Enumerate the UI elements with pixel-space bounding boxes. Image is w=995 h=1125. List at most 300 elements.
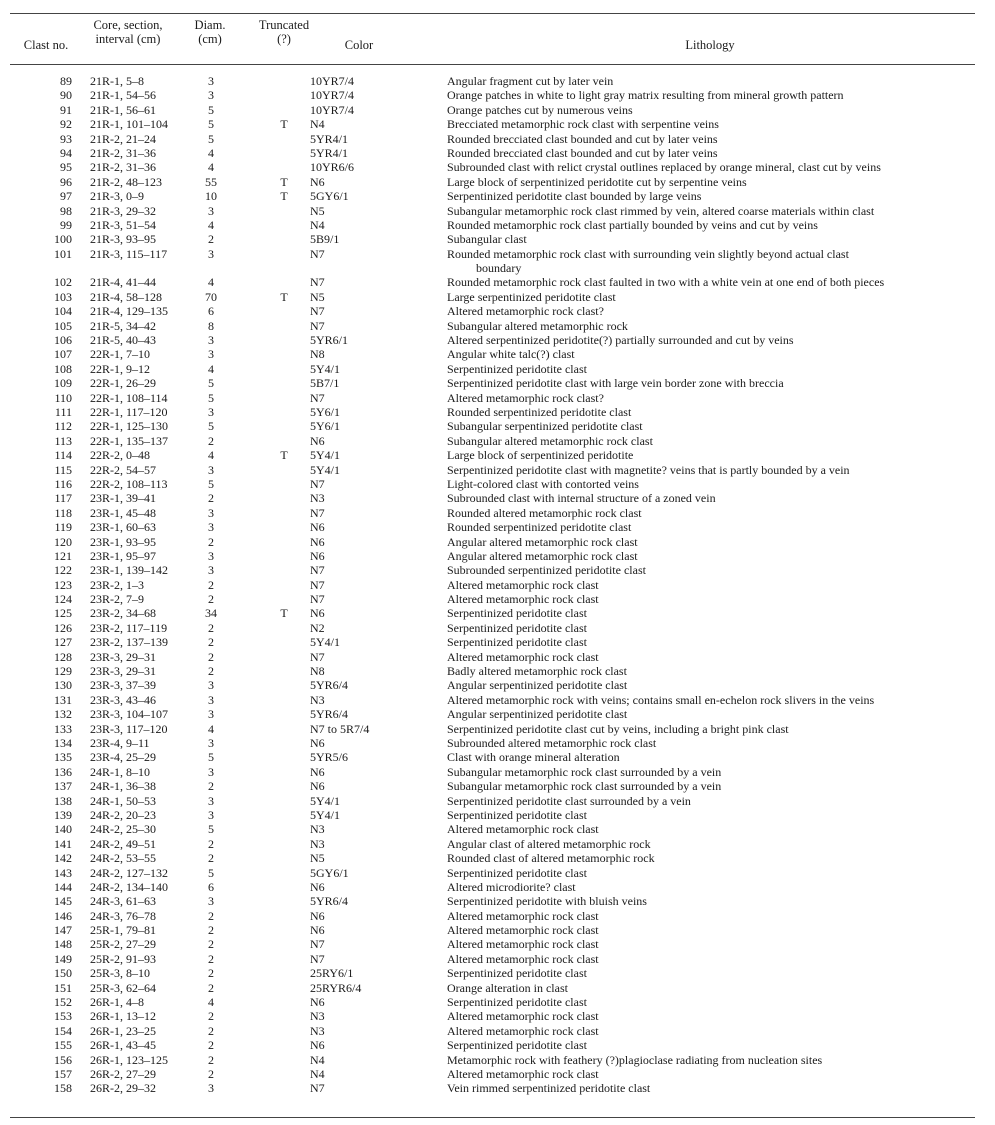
diameter-cell: 4 bbox=[208, 721, 214, 736]
diameter-cell: 3 bbox=[208, 520, 214, 535]
color-cell: N7 bbox=[310, 563, 325, 578]
lithology-cell: Altered metamorphic rock clast bbox=[447, 592, 599, 607]
table-row bbox=[0, 74, 995, 88]
truncated-cell: T bbox=[280, 289, 288, 304]
diameter-cell: 2 bbox=[208, 779, 214, 794]
clast-no-cell: 151 bbox=[54, 980, 72, 995]
lithology-cell: Subangular metamorphic rock clast surrounded by a vein bbox=[447, 764, 722, 779]
table-row bbox=[0, 952, 995, 966]
core-interval-cell: 24R-3, 76–78 bbox=[90, 908, 156, 923]
clast-no-cell: 141 bbox=[54, 836, 72, 851]
color-cell: N5 bbox=[310, 289, 325, 304]
clast-no-cell: 90 bbox=[60, 88, 72, 103]
diameter-cell: 3 bbox=[208, 563, 214, 578]
table-row bbox=[0, 1024, 995, 1038]
color-cell: 25RY6/1 bbox=[310, 966, 354, 981]
color-cell: 5Y4/1 bbox=[310, 361, 340, 376]
header-bottom-rule bbox=[10, 64, 975, 65]
diameter-cell: 2 bbox=[208, 620, 214, 635]
lithology-cell: Subangular clast bbox=[447, 232, 527, 247]
lithology-cell: Serpentinized peridotite clast bbox=[447, 865, 587, 880]
diameter-cell: 6 bbox=[208, 304, 214, 319]
lithology-cell: Altered metamorphic rock clast? bbox=[447, 390, 604, 405]
lithology-cell: Altered serpentinized peridotite(?) partially surrounded and cut by veins bbox=[447, 333, 794, 348]
table-row bbox=[0, 779, 995, 793]
core-interval-cell: 23R-1, 60–63 bbox=[90, 520, 156, 535]
table-top-rule bbox=[10, 13, 975, 14]
table-row bbox=[0, 391, 995, 405]
table-row bbox=[0, 1081, 995, 1095]
clast-no-cell: 103 bbox=[54, 289, 72, 304]
clast-no-cell: 104 bbox=[54, 304, 72, 319]
lithology-cell: Orange alteration in clast bbox=[447, 980, 568, 995]
lithology-cell: Subangular serpentinized peridotite clast bbox=[447, 419, 643, 434]
clast-no-cell: 158 bbox=[54, 1081, 72, 1096]
core-interval-cell: 26R-1, 23–25 bbox=[90, 1023, 156, 1038]
table-row bbox=[0, 866, 995, 880]
core-interval-cell: 25R-2, 91–93 bbox=[90, 951, 156, 966]
lithology-cell: Subrounded serpentinized peridotite clast bbox=[447, 563, 646, 578]
clast-no-cell: 105 bbox=[54, 318, 72, 333]
diameter-cell: 3 bbox=[208, 894, 214, 909]
table-row bbox=[0, 132, 995, 146]
table-row bbox=[0, 851, 995, 865]
table-row bbox=[0, 362, 995, 376]
lithology-cell: Serpentinized peridotite clast bbox=[447, 606, 587, 621]
color-cell: 10YR7/4 bbox=[310, 74, 355, 88]
diameter-cell: 3 bbox=[208, 347, 214, 362]
diameter-cell: 3 bbox=[208, 678, 214, 693]
clast-no-cell: 120 bbox=[54, 534, 72, 549]
diameter-cell: 55 bbox=[205, 174, 217, 189]
diameter-cell: 2 bbox=[208, 923, 214, 938]
color-cell: 5Y6/1 bbox=[310, 405, 340, 419]
table-row bbox=[0, 837, 995, 851]
lithology-continuation: boundary bbox=[476, 261, 522, 276]
table-row bbox=[0, 981, 995, 995]
lithology-cell: Rounded altered metamorphic rock clast bbox=[447, 505, 642, 520]
table-row bbox=[0, 1053, 995, 1067]
lithology-cell: Subangular metamorphic rock clast surrounded by a vein bbox=[447, 779, 722, 794]
core-interval-cell: 21R-4, 41–44 bbox=[90, 275, 156, 290]
diameter-cell: 2 bbox=[208, 491, 214, 506]
color-cell: N7 bbox=[310, 1081, 325, 1096]
lithology-cell: Large block of serpentinized peridotite cut by serpentine veins bbox=[447, 174, 747, 189]
table-row bbox=[0, 247, 995, 276]
diameter-cell: 5 bbox=[208, 822, 214, 837]
lithology-cell: Angular altered metamorphic rock clast bbox=[447, 534, 638, 549]
diameter-cell: 5 bbox=[208, 131, 214, 146]
clast-no-cell: 113 bbox=[54, 433, 72, 448]
lithology-cell: Subrounded clast with relict crystal outlines replaced by orange mineral, clast cut by veins bbox=[447, 160, 881, 175]
clast-no-cell: 133 bbox=[54, 721, 72, 736]
color-cell: N7 bbox=[310, 246, 325, 261]
header-truncated: Truncated (?) bbox=[258, 18, 310, 46]
core-interval-cell: 21R-4, 129–135 bbox=[90, 304, 168, 319]
clast-no-cell: 128 bbox=[54, 649, 72, 664]
core-interval-cell: 23R-2, 34–68 bbox=[90, 606, 156, 621]
lithology-cell: Rounded metamorphic rock clast partially bounded by veins and cut by veins bbox=[447, 217, 818, 232]
diameter-cell: 2 bbox=[208, 966, 214, 981]
diameter-cell: 3 bbox=[208, 807, 214, 822]
color-cell: N4 bbox=[310, 217, 325, 232]
header-core-section: Core, section, interval (cm) bbox=[93, 18, 163, 46]
lithology-cell: Large block of serpentinized peridotite bbox=[447, 448, 634, 463]
clast-no-cell: 117 bbox=[54, 491, 72, 506]
lithology-cell: Rounded metamorphic rock clast with surrounding vein slightly beyond actual clast boundary bbox=[447, 247, 977, 276]
truncated-cell: T bbox=[280, 189, 288, 204]
clast-no-cell: 89 bbox=[60, 74, 72, 88]
color-cell: N4 bbox=[310, 117, 325, 132]
color-cell: N4 bbox=[310, 1052, 325, 1067]
lithology-cell: Clast with orange mineral alteration bbox=[447, 750, 620, 765]
lithology-cell: Rounded metamorphic rock clast faulted in two with a white vein at one end of both pieces bbox=[447, 275, 885, 290]
diameter-cell: 2 bbox=[208, 664, 214, 679]
table-row bbox=[0, 477, 995, 491]
diameter-cell: 2 bbox=[208, 635, 214, 650]
diameter-cell: 4 bbox=[208, 217, 214, 232]
clast-no-cell: 152 bbox=[54, 995, 72, 1010]
lithology-cell: Serpentinized peridotite clast bbox=[447, 966, 587, 981]
core-interval-cell: 21R-1, 101–104 bbox=[90, 117, 168, 132]
core-interval-cell: 21R-5, 40–43 bbox=[90, 333, 156, 348]
table-row bbox=[0, 750, 995, 764]
diameter-cell: 2 bbox=[208, 851, 214, 866]
table-row bbox=[0, 376, 995, 390]
lithology-cell: Altered metamorphic rock clast bbox=[447, 822, 599, 837]
clast-no-cell: 114 bbox=[54, 448, 72, 463]
color-cell: 25RYR6/4 bbox=[310, 980, 362, 995]
core-interval-cell: 23R-1, 39–41 bbox=[90, 491, 156, 506]
core-interval-cell: 23R-3, 29–31 bbox=[90, 664, 156, 679]
table-row bbox=[0, 275, 995, 289]
header-color: Color bbox=[344, 38, 374, 52]
table-row bbox=[0, 794, 995, 808]
core-interval-cell: 21R-1, 54–56 bbox=[90, 88, 156, 103]
clast-no-cell: 140 bbox=[54, 822, 72, 837]
clast-no-cell: 130 bbox=[54, 678, 72, 693]
clast-no-cell: 137 bbox=[54, 779, 72, 794]
lithology-cell: Angular fragment cut by later vein bbox=[447, 74, 614, 88]
diameter-cell: 2 bbox=[208, 1023, 214, 1038]
diameter-cell: 2 bbox=[208, 937, 214, 952]
table-row bbox=[0, 117, 995, 131]
color-cell: 5YR6/1 bbox=[310, 333, 349, 348]
clast-no-cell: 138 bbox=[54, 793, 72, 808]
diameter-cell: 2 bbox=[208, 1052, 214, 1067]
color-cell: N4 bbox=[310, 1066, 325, 1081]
color-cell: N7 to 5R7/4 bbox=[310, 721, 370, 736]
clast-no-cell: 124 bbox=[54, 592, 72, 607]
core-interval-cell: 21R-2, 21–24 bbox=[90, 131, 156, 146]
color-cell: N7 bbox=[310, 951, 325, 966]
clast-no-cell: 156 bbox=[54, 1052, 72, 1067]
color-cell: 10YR7/4 bbox=[310, 88, 355, 103]
lithology-cell: Altered microdiorite? clast bbox=[447, 879, 576, 894]
core-interval-cell: 23R-4, 9–11 bbox=[90, 735, 150, 750]
diameter-cell: 8 bbox=[208, 318, 214, 333]
core-interval-cell: 26R-2, 27–29 bbox=[90, 1066, 156, 1081]
color-cell: 5GY6/1 bbox=[310, 189, 349, 204]
clast-no-cell: 109 bbox=[54, 376, 72, 391]
clast-no-cell: 139 bbox=[54, 807, 72, 822]
diameter-cell: 5 bbox=[208, 102, 214, 117]
clast-no-cell: 150 bbox=[54, 966, 72, 981]
color-cell: N7 bbox=[310, 649, 325, 664]
core-interval-cell: 23R-2, 1–3 bbox=[90, 577, 144, 592]
diameter-cell: 2 bbox=[208, 232, 214, 247]
lithology-cell: Light-colored clast with contorted veins bbox=[447, 476, 639, 491]
color-cell: N7 bbox=[310, 390, 325, 405]
core-interval-cell: 22R-1, 125–130 bbox=[90, 419, 168, 434]
diameter-cell: 2 bbox=[208, 1066, 214, 1081]
diameter-cell: 3 bbox=[208, 793, 214, 808]
color-cell: 5B7/1 bbox=[310, 376, 340, 391]
clast-no-cell: 126 bbox=[54, 620, 72, 635]
clast-no-cell: 142 bbox=[54, 851, 72, 866]
core-interval-cell: 26R-1, 43–45 bbox=[90, 1038, 156, 1053]
clast-no-cell: 110 bbox=[54, 390, 72, 405]
diameter-cell: 10 bbox=[205, 189, 217, 204]
core-interval-cell: 24R-2, 20–23 bbox=[90, 807, 156, 822]
core-interval-cell: 23R-1, 95–97 bbox=[90, 548, 156, 563]
table-row bbox=[0, 894, 995, 908]
lithology-cell: Large serpentinized peridotite clast bbox=[447, 289, 616, 304]
core-interval-cell: 22R-2, 108–113 bbox=[90, 476, 168, 491]
color-cell: N6 bbox=[310, 764, 325, 779]
diameter-cell: 5 bbox=[208, 376, 214, 391]
diameter-cell: 70 bbox=[205, 289, 217, 304]
table-row bbox=[0, 995, 995, 1009]
lithology-cell: Badly altered metamorphic rock clast bbox=[447, 664, 627, 679]
color-cell: N7 bbox=[310, 937, 325, 952]
lithology-cell: Altered metamorphic rock clast bbox=[447, 908, 599, 923]
core-interval-cell: 23R-3, 43–46 bbox=[90, 692, 156, 707]
table-row bbox=[0, 304, 995, 318]
lithology-cell: Orange patches cut by numerous veins bbox=[447, 102, 633, 117]
table-row bbox=[0, 563, 995, 577]
color-cell: N5 bbox=[310, 203, 325, 218]
truncated-cell: T bbox=[280, 117, 288, 132]
table-row bbox=[0, 578, 995, 592]
color-cell: 5Y4/1 bbox=[310, 635, 340, 650]
clast-no-cell: 98 bbox=[60, 203, 72, 218]
table-row bbox=[0, 937, 995, 951]
color-cell: N6 bbox=[310, 735, 325, 750]
color-cell: 10YR6/6 bbox=[310, 160, 355, 175]
lithology-cell: Altered metamorphic rock clast bbox=[447, 1009, 599, 1024]
color-cell: 5YR6/4 bbox=[310, 894, 349, 909]
core-interval-cell: 22R-1, 9–12 bbox=[90, 361, 150, 376]
diameter-cell: 2 bbox=[208, 577, 214, 592]
clast-no-cell: 100 bbox=[54, 232, 72, 247]
table-row bbox=[0, 290, 995, 304]
lithology-cell: Brecciated metamorphic rock clast with serpentine veins bbox=[447, 117, 719, 132]
core-interval-cell: 22R-1, 117–120 bbox=[90, 405, 168, 419]
lithology-cell: Serpentinized peridotite clast bbox=[447, 620, 587, 635]
color-cell: N6 bbox=[310, 548, 325, 563]
header-lithology: Lithology bbox=[685, 38, 735, 52]
table-row bbox=[0, 635, 995, 649]
diameter-cell: 4 bbox=[208, 160, 214, 175]
core-interval-cell: 24R-3, 61–63 bbox=[90, 894, 156, 909]
color-cell: 5YR6/4 bbox=[310, 707, 349, 722]
lithology-cell: Altered metamorphic rock clast bbox=[447, 923, 599, 938]
table-row bbox=[0, 160, 995, 174]
core-interval-cell: 21R-1, 5–8 bbox=[90, 74, 144, 88]
diameter-cell: 6 bbox=[208, 879, 214, 894]
color-cell: N7 bbox=[310, 476, 325, 491]
lithology-cell: Rounded serpentinized peridotite clast bbox=[447, 520, 632, 535]
lithology-cell: Rounded brecciated clast bounded and cut by later veins bbox=[447, 131, 718, 146]
table-row bbox=[0, 822, 995, 836]
color-cell: 5Y4/1 bbox=[310, 462, 340, 477]
core-interval-cell: 23R-1, 93–95 bbox=[90, 534, 156, 549]
diameter-cell: 3 bbox=[208, 246, 214, 261]
table-row bbox=[0, 693, 995, 707]
core-interval-cell: 23R-4, 25–29 bbox=[90, 750, 156, 765]
diameter-cell: 3 bbox=[208, 203, 214, 218]
diameter-cell: 3 bbox=[208, 735, 214, 750]
lithology-cell: Vein rimmed serpentinized peridotite clast bbox=[447, 1081, 651, 1096]
color-cell: N6 bbox=[310, 174, 325, 189]
color-cell: 5B9/1 bbox=[310, 232, 340, 247]
core-interval-cell: 25R-2, 27–29 bbox=[90, 937, 156, 952]
core-interval-cell: 23R-2, 137–139 bbox=[90, 635, 168, 650]
color-cell: 5YR4/1 bbox=[310, 145, 349, 160]
color-cell: 5Y4/1 bbox=[310, 807, 340, 822]
table-row bbox=[0, 491, 995, 505]
clast-no-cell: 111 bbox=[54, 405, 72, 419]
header-diameter: Diam. (cm) bbox=[194, 18, 226, 46]
lithology-cell: Subangular altered metamorphic rock bbox=[447, 318, 628, 333]
color-cell: N3 bbox=[310, 822, 325, 837]
clast-no-cell: 92 bbox=[60, 117, 72, 132]
lithology-cell: Serpentinized peridotite with bluish veins bbox=[447, 894, 647, 909]
core-interval-cell: 21R-5, 34–42 bbox=[90, 318, 156, 333]
color-cell: 5YR5/6 bbox=[310, 750, 349, 765]
clast-no-cell: 153 bbox=[54, 1009, 72, 1024]
diameter-cell: 3 bbox=[208, 548, 214, 563]
core-interval-cell: 24R-2, 25–30 bbox=[90, 822, 156, 837]
core-interval-cell: 22R-2, 54–57 bbox=[90, 462, 156, 477]
lithology-cell: Subangular metamorphic rock clast rimmed by vein, altered coarse materials within clast bbox=[447, 203, 875, 218]
color-cell: N3 bbox=[310, 836, 325, 851]
table-row bbox=[0, 434, 995, 448]
diameter-cell: 2 bbox=[208, 649, 214, 664]
core-interval-cell: 22R-1, 108–114 bbox=[90, 390, 168, 405]
lithology-cell: Angular white talc(?) clast bbox=[447, 347, 575, 362]
diameter-cell: 2 bbox=[208, 592, 214, 607]
diameter-cell: 4 bbox=[208, 275, 214, 290]
table-row bbox=[0, 909, 995, 923]
clast-no-cell: 96 bbox=[60, 174, 72, 189]
table-row bbox=[0, 204, 995, 218]
clast-no-cell: 135 bbox=[54, 750, 72, 765]
lithology-cell: Angular clast of altered metamorphic rock bbox=[447, 836, 651, 851]
clast-no-cell: 101 bbox=[54, 246, 72, 261]
core-interval-cell: 24R-2, 127–132 bbox=[90, 865, 168, 880]
clast-no-cell: 116 bbox=[54, 476, 72, 491]
color-cell: 10YR7/4 bbox=[310, 102, 355, 117]
diameter-cell: 2 bbox=[208, 433, 214, 448]
diameter-cell: 2 bbox=[208, 980, 214, 995]
lithology-cell: Altered metamorphic rock clast bbox=[447, 649, 599, 664]
diameter-cell: 2 bbox=[208, 951, 214, 966]
clast-no-cell: 132 bbox=[54, 707, 72, 722]
table-row bbox=[0, 765, 995, 779]
lithology-cell: Serpentinized peridotite clast with magnetite? veins that is partly bounded by a vein bbox=[447, 462, 850, 477]
table-row bbox=[0, 405, 995, 419]
diameter-cell: 5 bbox=[208, 750, 214, 765]
diameter-cell: 3 bbox=[208, 405, 214, 419]
diameter-cell: 4 bbox=[208, 145, 214, 160]
clast-no-cell: 129 bbox=[54, 664, 72, 679]
core-interval-cell: 23R-3, 117–120 bbox=[90, 721, 168, 736]
clast-no-cell: 127 bbox=[54, 635, 72, 650]
color-cell: 5Y4/1 bbox=[310, 448, 340, 463]
lithology-cell: Subangular altered metamorphic rock clast bbox=[447, 433, 653, 448]
table-bottom-rule bbox=[10, 1117, 975, 1118]
table-body bbox=[0, 74, 995, 1096]
truncated-cell: T bbox=[280, 448, 288, 463]
color-cell: N3 bbox=[310, 491, 325, 506]
clast-no-cell: 122 bbox=[54, 563, 72, 578]
table-row bbox=[0, 506, 995, 520]
clast-no-cell: 131 bbox=[54, 692, 72, 707]
core-interval-cell: 21R-3, 115–117 bbox=[90, 246, 168, 261]
clast-no-cell: 136 bbox=[54, 764, 72, 779]
clast-no-cell: 94 bbox=[60, 145, 72, 160]
color-cell: N6 bbox=[310, 1038, 325, 1053]
diameter-cell: 5 bbox=[208, 476, 214, 491]
table-row bbox=[0, 520, 995, 534]
color-cell: N6 bbox=[310, 908, 325, 923]
clast-no-cell: 115 bbox=[54, 462, 72, 477]
color-cell: N3 bbox=[310, 1009, 325, 1024]
lithology-cell: Metamorphic rock with feathery (?)plagioclase radiating from nucleation sites bbox=[447, 1052, 823, 1067]
color-cell: 5GY6/1 bbox=[310, 865, 349, 880]
table-row bbox=[0, 722, 995, 736]
lithology-cell: Rounded brecciated clast bounded and cut by later veins bbox=[447, 145, 718, 160]
core-interval-cell: 21R-2, 48–123 bbox=[90, 174, 162, 189]
clast-no-cell: 154 bbox=[54, 1023, 72, 1038]
clast-no-cell: 146 bbox=[54, 908, 72, 923]
color-cell: N6 bbox=[310, 779, 325, 794]
core-interval-cell: 25R-1, 79–81 bbox=[90, 923, 156, 938]
table-row bbox=[0, 736, 995, 750]
table-row bbox=[0, 923, 995, 937]
core-interval-cell: 26R-1, 4–8 bbox=[90, 995, 144, 1010]
clast-no-cell: 91 bbox=[60, 102, 72, 117]
core-interval-cell: 21R-1, 56–61 bbox=[90, 102, 156, 117]
core-interval-cell: 23R-1, 45–48 bbox=[90, 505, 156, 520]
diameter-cell: 2 bbox=[208, 1009, 214, 1024]
color-cell: 5Y4/1 bbox=[310, 793, 340, 808]
core-interval-cell: 22R-1, 7–10 bbox=[90, 347, 150, 362]
diameter-cell: 2 bbox=[208, 1038, 214, 1053]
clast-no-cell: 108 bbox=[54, 361, 72, 376]
truncated-cell: T bbox=[280, 174, 288, 189]
diameter-cell: 3 bbox=[208, 692, 214, 707]
lithology-cell: Altered metamorphic rock clast? bbox=[447, 304, 604, 319]
table-row bbox=[0, 88, 995, 102]
clast-no-cell: 157 bbox=[54, 1066, 72, 1081]
table-row bbox=[0, 966, 995, 980]
table-row bbox=[0, 319, 995, 333]
core-interval-cell: 22R-1, 26–29 bbox=[90, 376, 156, 391]
color-cell: 5Y6/1 bbox=[310, 419, 340, 434]
